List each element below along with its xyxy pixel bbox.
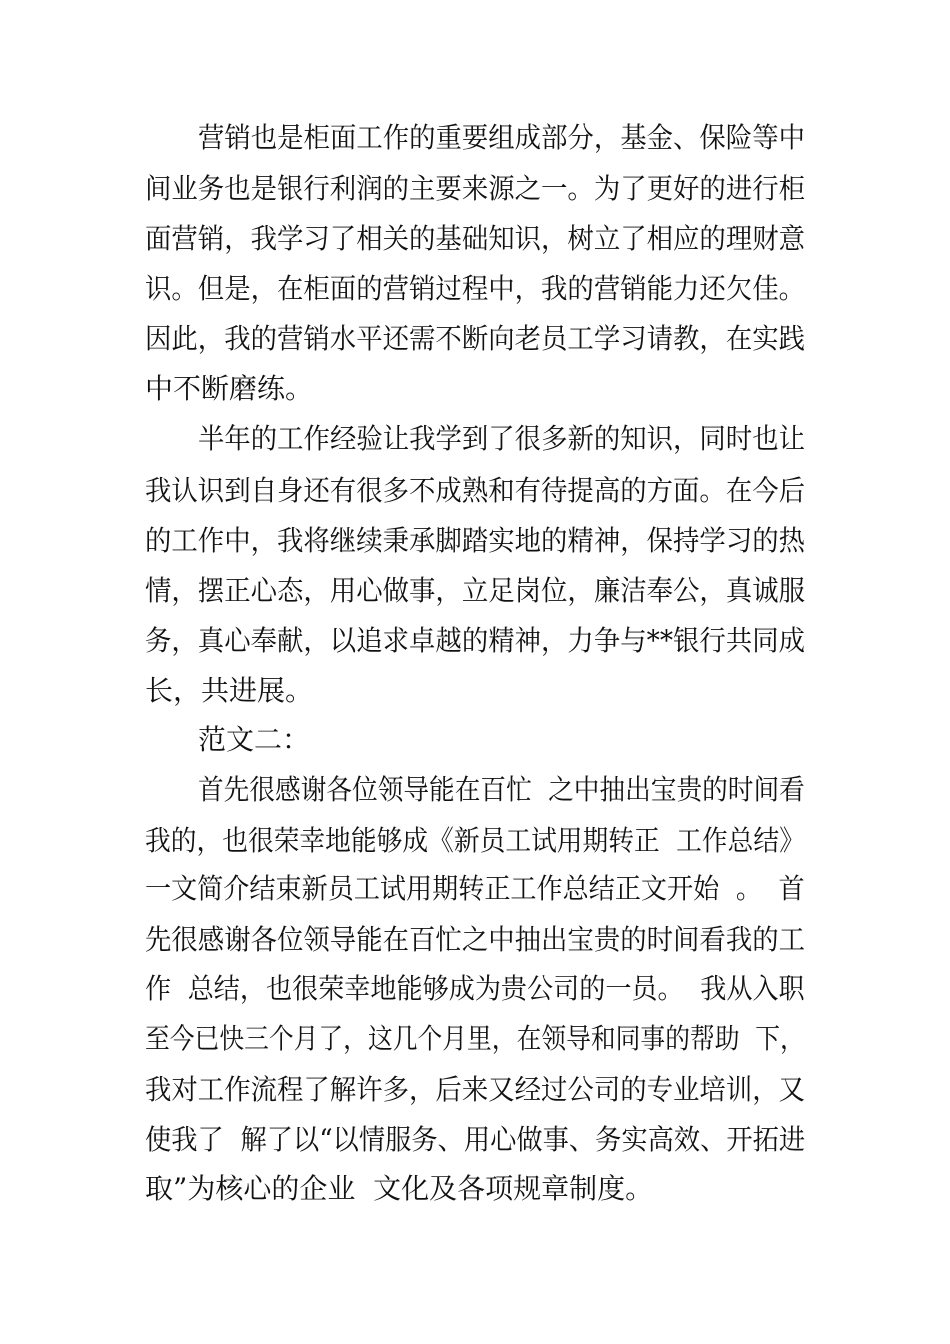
text-line: 我的，也很荣幸地能够成《新员工试用期转正 工作总结》: [145, 824, 805, 857]
text-line: 间业务也是银行利润的主要来源之一。为了更好的进行柜: [145, 172, 806, 205]
text-line: 情，摆正心态，用心做事，立足岗位，廉洁奉公，真诚服: [145, 574, 806, 607]
text-line: 半年的工作经验让我学到了很多新的知识，同时也让: [198, 422, 805, 455]
text-line: 先很感谢各位领导能在百忙之中抽出宝贵的时间看我的工: [145, 923, 806, 956]
section-heading: 范文二：: [198, 723, 311, 756]
text-line: 营销也是柜面工作的重要组成部分，基金、保险等中: [198, 121, 805, 154]
text-line: 务，真心奉献，以追求卓越的精神，力争与**银行共同成: [145, 624, 806, 657]
text-line: 首先很感谢各位领导能在百忙 之中抽出宝贵的时间看: [198, 773, 805, 806]
text-line: 一文简介结束新员工试用期转正工作总结正文开始 。 首: [145, 872, 805, 905]
text-line: 取”为核心的企业 文化及各项规章制度。: [145, 1172, 654, 1205]
text-line: 识。但是，在柜面的营销过程中，我的营销能力还欠佳。: [145, 272, 806, 305]
text-line: 作 总结，也很荣幸地能够成为贵公司的一员。 我从入职: [145, 972, 805, 1005]
text-line: 使我了 解了以“以情服务、用心做事、务实高效、开拓进: [145, 1123, 806, 1156]
text-line: 至今已快三个月了，这几个月里，在领导和同事的帮助 下，: [145, 1022, 805, 1055]
text-line: 面营销，我学习了相关的基础知识，树立了相应的理财意: [145, 222, 806, 255]
text-line: 长，共进展。: [145, 674, 314, 707]
text-line: 我认识到自身还有很多不成熟和有待提高的方面。在今后: [145, 474, 806, 507]
text-line: 我对工作流程了解许多，后来又经过公司的专业培训，又: [145, 1073, 806, 1106]
text-line: 的工作中，我将继续秉承脚踏实地的精神，保持学习的热: [145, 524, 806, 557]
text-line: 中不断磨练。: [145, 372, 314, 405]
text-line: 因此，我的营销水平还需不断向老员工学习请教，在实践: [145, 322, 806, 355]
